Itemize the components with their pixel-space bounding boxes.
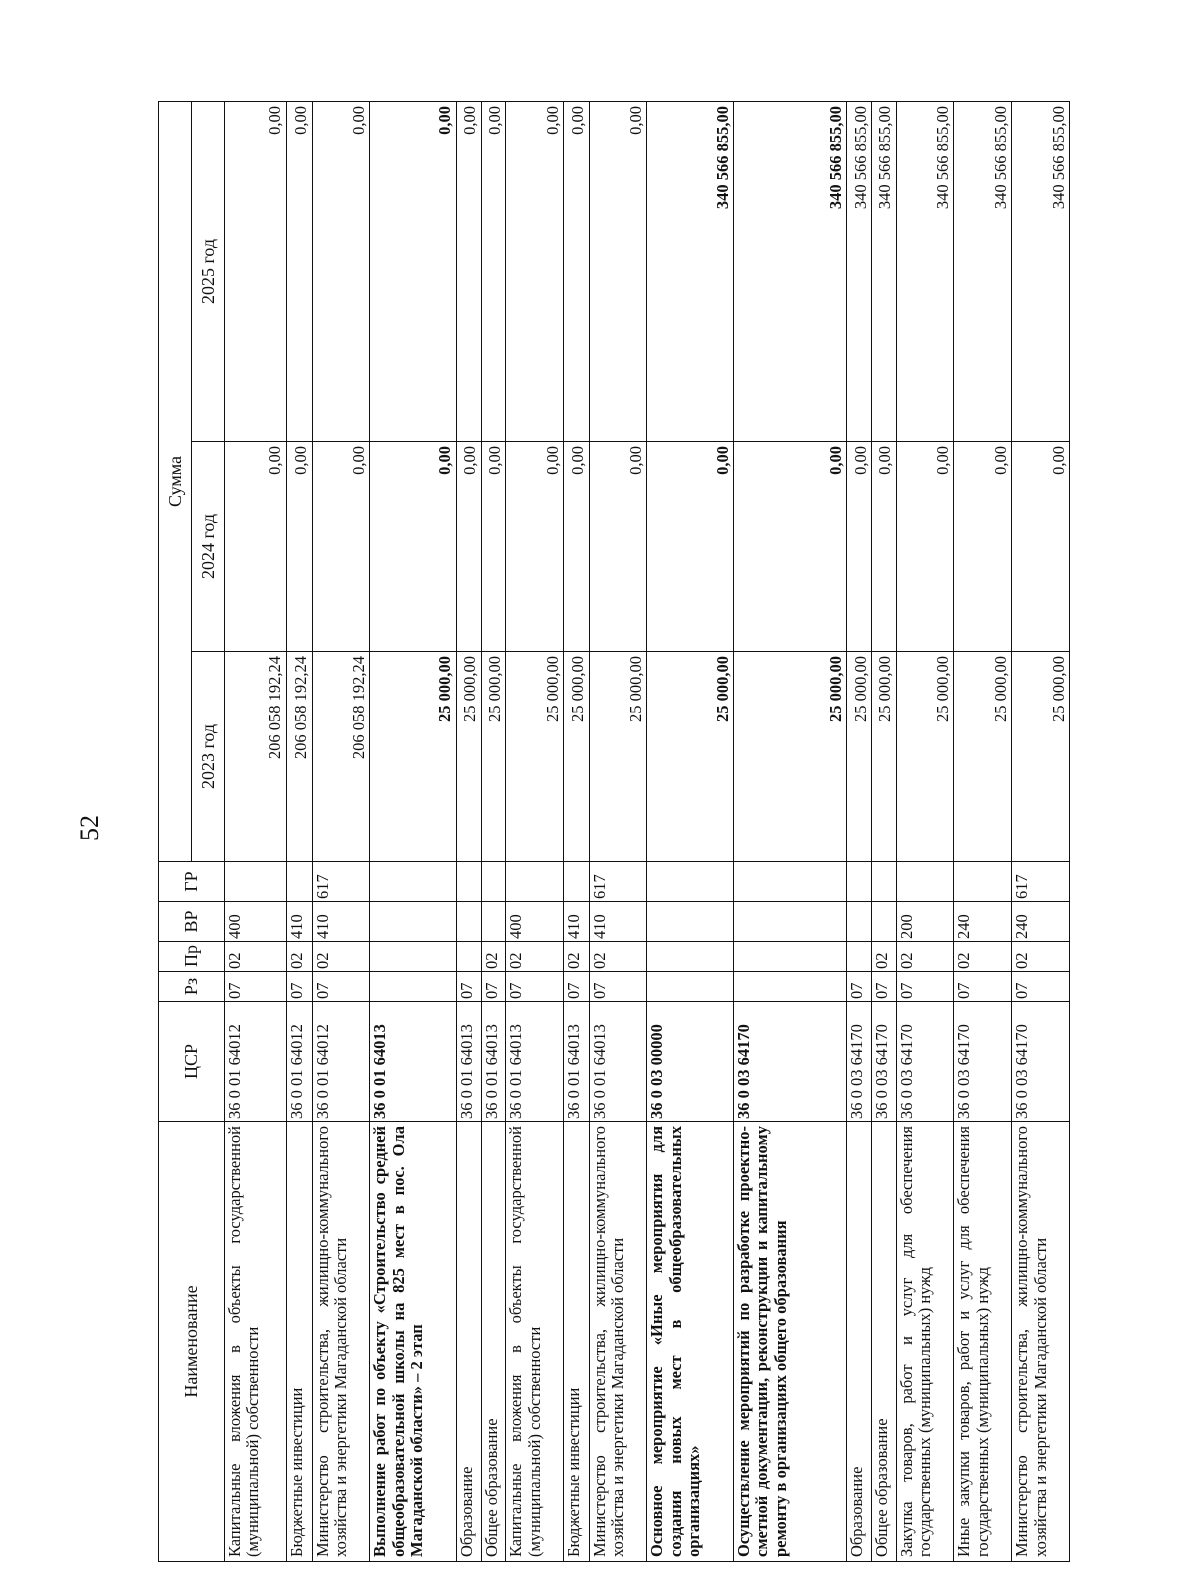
cell-2023: 25 000,00 (370, 652, 457, 862)
cell-name: Общее образование (481, 1122, 506, 1562)
cell-rz: 07 (1012, 972, 1070, 1002)
cell-2025: 340 566 855,00 (733, 101, 846, 441)
table-row (847, 101, 872, 1561)
cell-2025: 0,00 (456, 101, 481, 441)
cell-gr (647, 862, 734, 902)
table-row (312, 101, 370, 1561)
cell-csr: 36 0 01 64013 (370, 1002, 457, 1122)
cell-name: Образование (847, 1122, 872, 1562)
cell-name: Закупка товаров, работ и услуг для обеспечения государственных (муниципальных) нужд (896, 1122, 954, 1562)
table-row (1012, 101, 1070, 1561)
cell-csr: 36 0 03 64170 (847, 1002, 872, 1122)
cell-gr: 617 (312, 862, 370, 902)
cell-csr: 36 0 01 64013 (563, 1002, 589, 1122)
cell-2024: 0,00 (872, 442, 897, 652)
cell-rz: 07 (312, 972, 370, 1002)
cell-pr (733, 942, 846, 972)
table-row (563, 101, 589, 1561)
cell-rz (733, 972, 846, 1002)
cell-vr: 240 (1012, 902, 1070, 942)
cell-2023: 206 058 192,24 (286, 652, 312, 862)
cell-rz: 07 (847, 972, 872, 1002)
cell-pr: 02 (589, 942, 647, 972)
cell-rz: 07 (954, 972, 1012, 1002)
cell-rz: 07 (286, 972, 312, 1002)
cell-pr: 02 (506, 942, 564, 972)
cell-csr: 36 0 03 64170 (733, 1002, 846, 1122)
header-name: Наименование (159, 1122, 225, 1562)
cell-2024: 0,00 (847, 442, 872, 652)
header-sum: Сумма (159, 101, 192, 861)
cell-rz (370, 972, 457, 1002)
header-pr: Пр (159, 942, 225, 972)
cell-2023: 25 000,00 (563, 652, 589, 862)
cell-pr: 02 (954, 942, 1012, 972)
cell-pr (456, 942, 481, 972)
cell-vr (370, 902, 457, 942)
cell-vr (733, 902, 846, 942)
cell-rz: 07 (456, 972, 481, 1002)
cell-rz: 07 (481, 972, 506, 1002)
cell-pr: 02 (1012, 942, 1070, 972)
table-row (225, 101, 287, 1561)
cell-2025: 340 566 855,00 (847, 101, 872, 441)
cell-2023: 25 000,00 (506, 652, 564, 862)
cell-2024: 0,00 (225, 442, 287, 652)
cell-2023: 25 000,00 (847, 652, 872, 862)
cell-vr: 410 (563, 902, 589, 942)
table-row (506, 101, 564, 1561)
cell-name: Министерство строительства, жилищно-коммунального хозяйства и энергетики Магаданской области (589, 1122, 647, 1562)
cell-2025: 0,00 (286, 101, 312, 441)
cell-csr: 36 0 01 64013 (456, 1002, 481, 1122)
table-header (159, 101, 225, 1561)
cell-pr (370, 942, 457, 972)
cell-vr: 410 (589, 902, 647, 942)
cell-rz: 07 (872, 972, 897, 1002)
table-row (370, 101, 457, 1561)
cell-2023: 25 000,00 (481, 652, 506, 862)
cell-vr (456, 902, 481, 942)
cell-2024: 0,00 (370, 442, 457, 652)
cell-2024: 0,00 (456, 442, 481, 652)
cell-name: Образование (456, 1122, 481, 1562)
cell-pr: 02 (225, 942, 287, 972)
header-2023: 2023 год (192, 652, 225, 862)
cell-vr: 400 (225, 902, 287, 942)
table-body (225, 101, 1070, 1561)
cell-rz: 07 (589, 972, 647, 1002)
cell-2023: 25 000,00 (733, 652, 846, 862)
cell-name: Капитальные вложения в объекты государственной (муниципальной) собственности (225, 1122, 287, 1562)
cell-vr (847, 902, 872, 942)
cell-vr (872, 902, 897, 942)
cell-gr (456, 862, 481, 902)
cell-pr: 02 (481, 942, 506, 972)
cell-name: Общее образование (872, 1122, 897, 1562)
cell-2025: 340 566 855,00 (1012, 101, 1070, 441)
cell-2023: 25 000,00 (896, 652, 954, 862)
cell-gr (954, 862, 1012, 902)
table-row (456, 101, 481, 1561)
cell-2025: 340 566 855,00 (872, 101, 897, 441)
cell-rz (647, 972, 734, 1002)
cell-pr: 02 (286, 942, 312, 972)
cell-2024: 0,00 (312, 442, 370, 652)
table-row (896, 101, 954, 1561)
header-2025: 2025 год (192, 101, 225, 441)
cell-2023: 25 000,00 (1012, 652, 1070, 862)
cell-2025: 0,00 (563, 101, 589, 441)
cell-2025: 0,00 (370, 101, 457, 441)
cell-2025: 340 566 855,00 (954, 101, 1012, 441)
cell-rz: 07 (506, 972, 564, 1002)
cell-2024: 0,00 (954, 442, 1012, 652)
cell-2024: 0,00 (563, 442, 589, 652)
cell-gr (225, 862, 287, 902)
cell-vr: 410 (286, 902, 312, 942)
cell-name: Капитальные вложения в объекты государственной (муниципальной) собственности (506, 1122, 564, 1562)
cell-name: Министерство строительства, жилищно-коммунального хозяйства и энергетики Магаданской области (1012, 1122, 1070, 1562)
cell-2025: 340 566 855,00 (647, 101, 734, 441)
table-row (286, 101, 312, 1561)
cell-2024: 0,00 (589, 442, 647, 652)
cell-gr: 617 (589, 862, 647, 902)
cell-name: Иные закупки товаров, работ и услуг для обеспечения государственных (муниципальных) нужд (954, 1122, 1012, 1562)
table-row (647, 101, 734, 1561)
cell-2025: 0,00 (312, 101, 370, 441)
cell-pr: 02 (872, 942, 897, 972)
cell-pr (647, 942, 734, 972)
cell-gr (847, 862, 872, 902)
header-gr: ГР (159, 862, 225, 902)
cell-2023: 206 058 192,24 (312, 652, 370, 862)
cell-2025: 340 566 855,00 (896, 101, 954, 441)
cell-2023: 206 058 192,24 (225, 652, 287, 862)
table-row (733, 101, 846, 1561)
header-rz: Рз (159, 972, 225, 1002)
cell-rz: 07 (225, 972, 287, 1002)
cell-pr: 02 (563, 942, 589, 972)
cell-gr (370, 862, 457, 902)
table-row (954, 101, 1012, 1561)
cell-name: Осуществление мероприятий по разработке проектно-сметной документации, реконструкции и капитальному ремонту в организациях общего образования (733, 1122, 846, 1562)
table-row (872, 101, 897, 1561)
cell-name: Основное мероприятие «Иные мероприятия для создания новых мест в общеобразовательных организациях» (647, 1122, 734, 1562)
cell-gr (872, 862, 897, 902)
cell-vr: 410 (312, 902, 370, 942)
cell-2023: 25 000,00 (647, 652, 734, 862)
header-vr: ВР (159, 902, 225, 942)
cell-2025: 0,00 (481, 101, 506, 441)
cell-gr (506, 862, 564, 902)
cell-pr: 02 (312, 942, 370, 972)
cell-vr (647, 902, 734, 942)
cell-vr: 400 (506, 902, 564, 942)
page-number: 52 (75, 815, 104, 841)
cell-vr: 200 (896, 902, 954, 942)
cell-pr: 02 (896, 942, 954, 972)
cell-csr: 36 0 03 64170 (896, 1002, 954, 1122)
cell-gr (286, 862, 312, 902)
cell-2025: 0,00 (589, 101, 647, 441)
cell-2024: 0,00 (506, 442, 564, 652)
cell-2025: 0,00 (506, 101, 564, 441)
cell-name: Министерство строительства, жилищно-коммунального хозяйства и энергетики Магаданской области (312, 1122, 370, 1562)
cell-gr (563, 862, 589, 902)
cell-2023: 25 000,00 (954, 652, 1012, 862)
budget-table (158, 101, 1070, 1562)
header-csr: ЦСР (159, 1002, 225, 1122)
cell-2023: 25 000,00 (872, 652, 897, 862)
cell-name: Выполнение работ по объекту «Строительство средней общеобразовательной школы на 825 мест в пос. Ола Магаданской области» – 2 этап (370, 1122, 457, 1562)
cell-2024: 0,00 (286, 442, 312, 652)
cell-csr: 36 0 01 64013 (481, 1002, 506, 1122)
cell-csr: 36 0 03 64170 (954, 1002, 1012, 1122)
cell-2024: 0,00 (647, 442, 734, 652)
header-2024: 2024 год (192, 442, 225, 652)
cell-csr: 36 0 01 64012 (286, 1002, 312, 1122)
table-row (589, 101, 647, 1561)
cell-vr (481, 902, 506, 942)
cell-vr: 240 (954, 902, 1012, 942)
cell-2025: 0,00 (225, 101, 287, 441)
rotated-table-frame (158, 102, 1070, 1562)
cell-csr: 36 0 01 64013 (506, 1002, 564, 1122)
cell-rz: 07 (563, 972, 589, 1002)
cell-csr: 36 0 03 64170 (872, 1002, 897, 1122)
cell-csr: 36 0 01 64012 (312, 1002, 370, 1122)
cell-2023: 25 000,00 (589, 652, 647, 862)
cell-csr: 36 0 01 64012 (225, 1002, 287, 1122)
cell-gr (896, 862, 954, 902)
cell-2024: 0,00 (896, 442, 954, 652)
cell-gr: 617 (1012, 862, 1070, 902)
cell-pr (847, 942, 872, 972)
cell-2024: 0,00 (733, 442, 846, 652)
cell-name: Бюджетные инвестиции (563, 1122, 589, 1562)
table-row (481, 101, 506, 1561)
cell-csr: 36 0 03 64170 (1012, 1002, 1070, 1122)
cell-gr (733, 862, 846, 902)
cell-gr (481, 862, 506, 902)
cell-2024: 0,00 (1012, 442, 1070, 652)
cell-2023: 25 000,00 (456, 652, 481, 862)
cell-csr: 36 0 03 00000 (647, 1002, 734, 1122)
cell-2024: 0,00 (481, 442, 506, 652)
cell-name: Бюджетные инвестиции (286, 1122, 312, 1562)
budget-table-container (158, 102, 1070, 1562)
cell-csr: 36 0 01 64013 (589, 1002, 647, 1122)
cell-rz: 07 (896, 972, 954, 1002)
